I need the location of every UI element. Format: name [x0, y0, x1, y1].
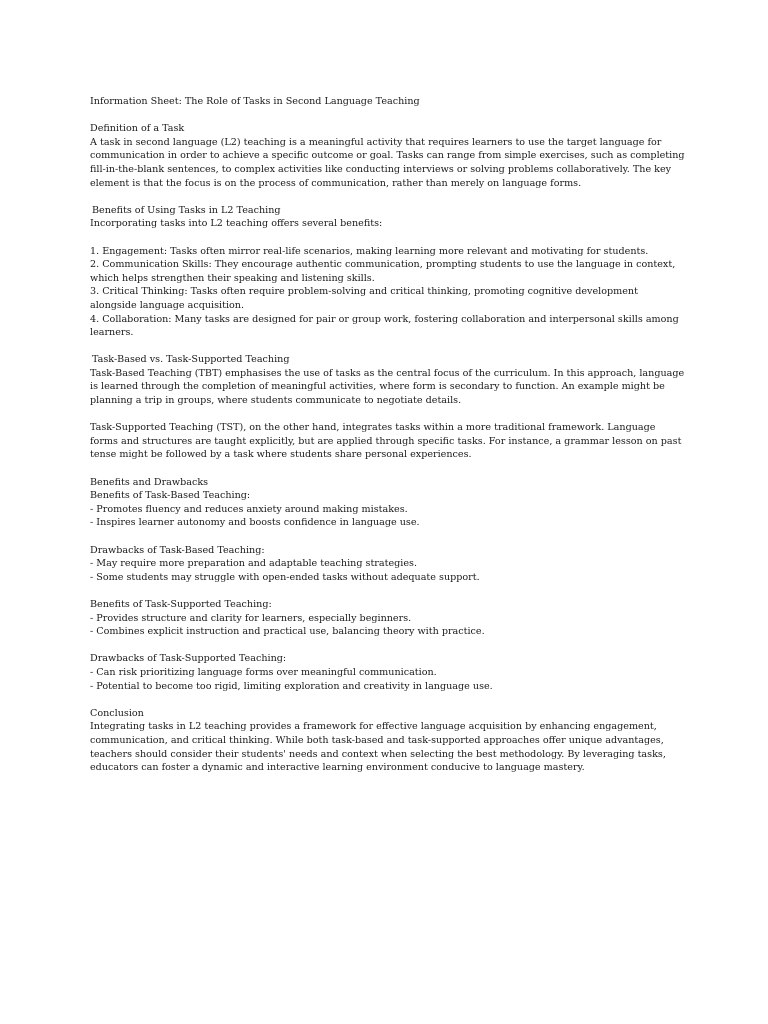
benefits-drawbacks-section: [90, 476, 688, 530]
list-item: - Inspires learner autonomy and boosts confidence in language use.: [90, 517, 420, 529]
conclusion-line: teachers should consider their students' needs and context when selecting the best methodology. By leveraging tasks,: [90, 748, 666, 760]
spacer: [90, 462, 688, 476]
benefits-using-section: [90, 204, 688, 231]
conclusion-section: [90, 707, 688, 775]
list-item: - May require more preparation and adaptable teaching strategies.: [90, 558, 417, 570]
conclusion-line: Integrating tasks in L2 teaching provides a framework for effective language acquisition by enhancing engagement,: [90, 721, 657, 733]
list-item: - Combines explicit instruction and practical use, balancing theory with practice.: [90, 626, 485, 638]
spacer: [90, 530, 688, 544]
document-title-block: [90, 95, 688, 109]
spacer: [90, 639, 688, 653]
group-title-tbt-benefits: Benefits of Task-Based Teaching:: [90, 490, 251, 502]
definition-line: communication in order to achieve a specific outcome or goal. Tasks can range from simple exercises, such as completing: [90, 150, 685, 162]
list-item: - Some students may struggle with open-ended tasks without adequate support.: [90, 571, 480, 583]
benefits-using-heading: Benefits of Using Tasks in L2 Teaching: [92, 204, 281, 216]
benefit-item-communication-cont: which helps strengthen their speaking and listening skills.: [90, 272, 375, 284]
tbt-line: is learned through the completion of meaningful activities, where form is secondary to function. An example might be: [90, 381, 665, 393]
definition-section: [90, 122, 688, 190]
conclusion-line: educators can foster a dynamic and interactive learning environment conducive to language mastery.: [90, 762, 585, 774]
benefit-item-communication: 2. Communication Skills: They encourage authentic communication, prompting students to use the language in context,: [90, 259, 676, 271]
spacer: [90, 109, 688, 123]
tbt-line: Task-Based Teaching (TBT) emphasises the use of tasks as the central focus of the curriculum. In this approach, language: [90, 367, 685, 379]
spacer: [90, 584, 688, 598]
tst-line: tense might be followed by a task where students share personal experiences.: [90, 449, 472, 461]
tst-drawbacks-group: [90, 652, 688, 693]
tst-line: forms and structures are taught explicitly, but are applied through specific tasks. For instance, a grammar lesson on past: [90, 435, 682, 447]
benefit-item-collaboration-cont: learners.: [90, 327, 134, 339]
definition-line: fill-in-the-blank sentences, to complex activities like conducting interviews or solving problems collaboratively. The key: [90, 163, 672, 175]
tbt-tst-heading: Task-Based vs. Task-Supported Teaching: [92, 354, 290, 366]
list-item: - Provides structure and clarity for learners, especially beginners.: [90, 612, 412, 624]
benefit-item-engagement: 1. Engagement: Tasks often mirror real-life scenarios, making learning more relevant and motivating for students.: [90, 245, 649, 257]
list-item: - Potential to become too rigid, limiting exploration and creativity in language use.: [90, 680, 493, 692]
spacer: [90, 231, 688, 245]
tbt-tst-section: [90, 353, 688, 407]
spacer: [90, 190, 688, 204]
definition-line: A task in second language (L2) teaching is a meaningful activity that requires learners to use the target language for: [90, 136, 662, 148]
benefits-drawbacks-heading: Benefits and Drawbacks: [90, 476, 209, 488]
list-item: - Can risk prioritizing language forms over meaningful communication.: [90, 666, 437, 678]
conclusion-heading: Conclusion: [90, 707, 144, 719]
list-item: - Promotes fluency and reduces anxiety around making mistakes.: [90, 503, 408, 515]
tst-benefits-group: [90, 598, 688, 639]
document-title: Information Sheet: The Role of Tasks in Second Language Teaching: [90, 96, 420, 107]
definition-line: element is that the focus is on the process of communication, rather than merely on language forms.: [90, 177, 582, 189]
tst-line: Task-Supported Teaching (TST), on the other hand, integrates tasks within a more traditional framework. Language: [90, 422, 656, 434]
conclusion-line: communication, and critical thinking. While both task-based and task-supported approaches offer unique advantages,: [90, 734, 664, 746]
spacer: [90, 340, 688, 354]
benefit-item-critical-thinking: 3. Critical Thinking: Tasks often require problem-solving and critical thinking, promoting cognitive development: [90, 286, 638, 298]
benefits-using-intro: Incorporating tasks into L2 teaching offers several benefits:: [90, 218, 383, 230]
group-title-tst-drawbacks: Drawbacks of Task-Supported Teaching:: [90, 653, 287, 665]
tbt-line: planning a trip in groups, where students communicate to negotiate details.: [90, 395, 462, 407]
tbt-drawbacks-group: [90, 544, 688, 585]
group-title-tbt-drawbacks: Drawbacks of Task-Based Teaching:: [90, 544, 265, 556]
benefit-item-collaboration: 4. Collaboration: Many tasks are designed for pair or group work, fostering collaboration and interpersonal skills among: [90, 313, 679, 325]
spacer: [90, 408, 688, 422]
benefits-list: [90, 245, 688, 340]
benefit-item-critical-thinking-cont: alongside language acquisition.: [90, 299, 245, 311]
tst-paragraph: [90, 421, 688, 462]
group-title-tst-benefits: Benefits of Task-Supported Teaching:: [90, 598, 272, 610]
spacer: [90, 693, 688, 707]
definition-heading: Definition of a Task: [90, 123, 185, 135]
